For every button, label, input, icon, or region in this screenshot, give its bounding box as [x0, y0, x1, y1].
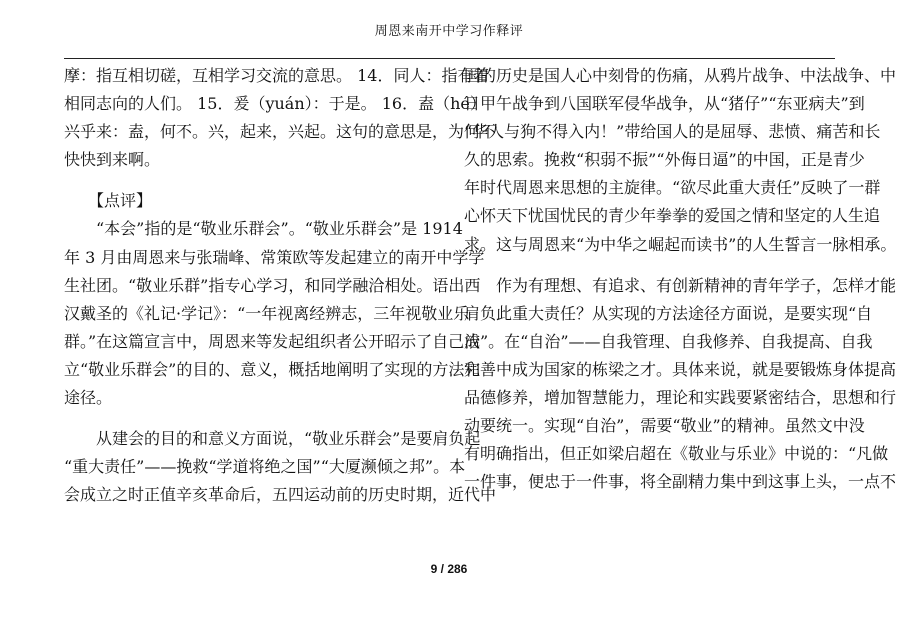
text-line: 久的思索。挽救“积弱不振”“外侮日逼”的中国，正是青少 [464, 150, 865, 170]
paragraph-gap [64, 174, 434, 187]
page-number: 9 / 286 [430, 562, 468, 576]
text-line: 求。这与周恩来“为中华之崛起而读书”的人生誓言一脉相承。 [464, 234, 897, 254]
text-line: 心怀天下忧国忧民的青少年拳拳的爱国之情和坚定的人生追 [464, 206, 881, 226]
text-line: 会成立之时正值辛亥革命后，五四运动前的历史时期，近代中 [64, 485, 497, 505]
text-line: 完善中成为国家的栋梁之才。具体来说，就是要锻炼身体提高 [464, 359, 897, 379]
text-line: 国的历史是国人心中刻骨的伤痛，从鸦片战争、中法战争、中 [464, 66, 897, 85]
header-divider [64, 58, 835, 59]
text-line: 立“敬业乐群会”的目的、意义，概括地阐明了实现的方法和 [64, 359, 481, 379]
text-line: 作为有理想、有追求、有创新精神的青年学子，怎样才能 [464, 275, 897, 295]
text-line: “重大责任”——挽救“学道将绝之国”“大厦濒倾之邦”。本 [64, 457, 466, 477]
text-line: “本会”指的是“敬业乐群会”。“敬业乐群会”是 1914 [64, 219, 463, 239]
text-line: 摩：指互相切磋，互相学习交流的意思。 14．同人：指有着 [64, 66, 490, 85]
page-header [0, 20, 898, 52]
paragraph-gap [464, 259, 834, 272]
text-line: “华人与狗不得入内！”带给国人的是屈辱、悲愤、痛苦和长 [464, 122, 881, 142]
text-line: 治”。在“自治”——自我管理、自我修养、自我提高、自我 [464, 331, 873, 351]
text-line: 一件事，便忠于一件事，将全副精力集中到这事上头，一点不 [464, 472, 897, 492]
text-line: 从建会的目的和意义方面说，“敬业乐群会”是要肩负起 [64, 429, 481, 449]
text-line: 年时代周恩来思想的主旋律。“欲尽此重大责任”反映了一群 [464, 178, 881, 198]
text-line: 兴乎来：盍，何不。兴，起来，兴起。这句的意思是，为何不 [64, 122, 497, 142]
left-text-column [64, 62, 497, 509]
text-line: 途径。 [64, 388, 113, 408]
text-line: 年 3 月由周恩来与张瑞峰、常策欧等发起建立的南开中学学 [64, 247, 485, 267]
text-line: 相同志向的人们。 15．爰（yuán）：于是。 16．盍（hé） [64, 94, 486, 114]
text-line: 【点评】 [64, 191, 153, 211]
text-line: 生社团。“敬业乐群”指专心学习，和同学融洽相处。语出西 [64, 275, 481, 295]
text-line: 品德修养，增加智慧能力，理论和实践要紧密结合，思想和行 [464, 388, 897, 408]
text-line: 快快到来啊。 [64, 150, 161, 170]
text-line: 肩负此重大责任？从实现的方法途径方面说，是要实现“自 [464, 303, 873, 323]
text-line: 有明确指出，但正如梁启超在《敬业与乐业》中说的：“凡做 [464, 444, 889, 464]
text-line: 群。”在这篇宣言中，周恩来等发起组织者公开昭示了自己成 [64, 331, 481, 351]
right-text-column [464, 62, 897, 496]
running-header-title: 周恩来南开中学习作释评 [374, 24, 524, 39]
paragraph-gap [64, 412, 434, 425]
text-line: 日甲午战争到八国联军侵华战争，从“猪仔”“东亚病夫”到 [464, 94, 865, 114]
text-line: 动要统一。实现“自治”，需要“敬业”的精神。虽然文中没 [464, 416, 865, 436]
text-line: 汉戴圣的《礼记·学记》：“一年视离经辨志，三年视敬业乐 [64, 303, 470, 323]
